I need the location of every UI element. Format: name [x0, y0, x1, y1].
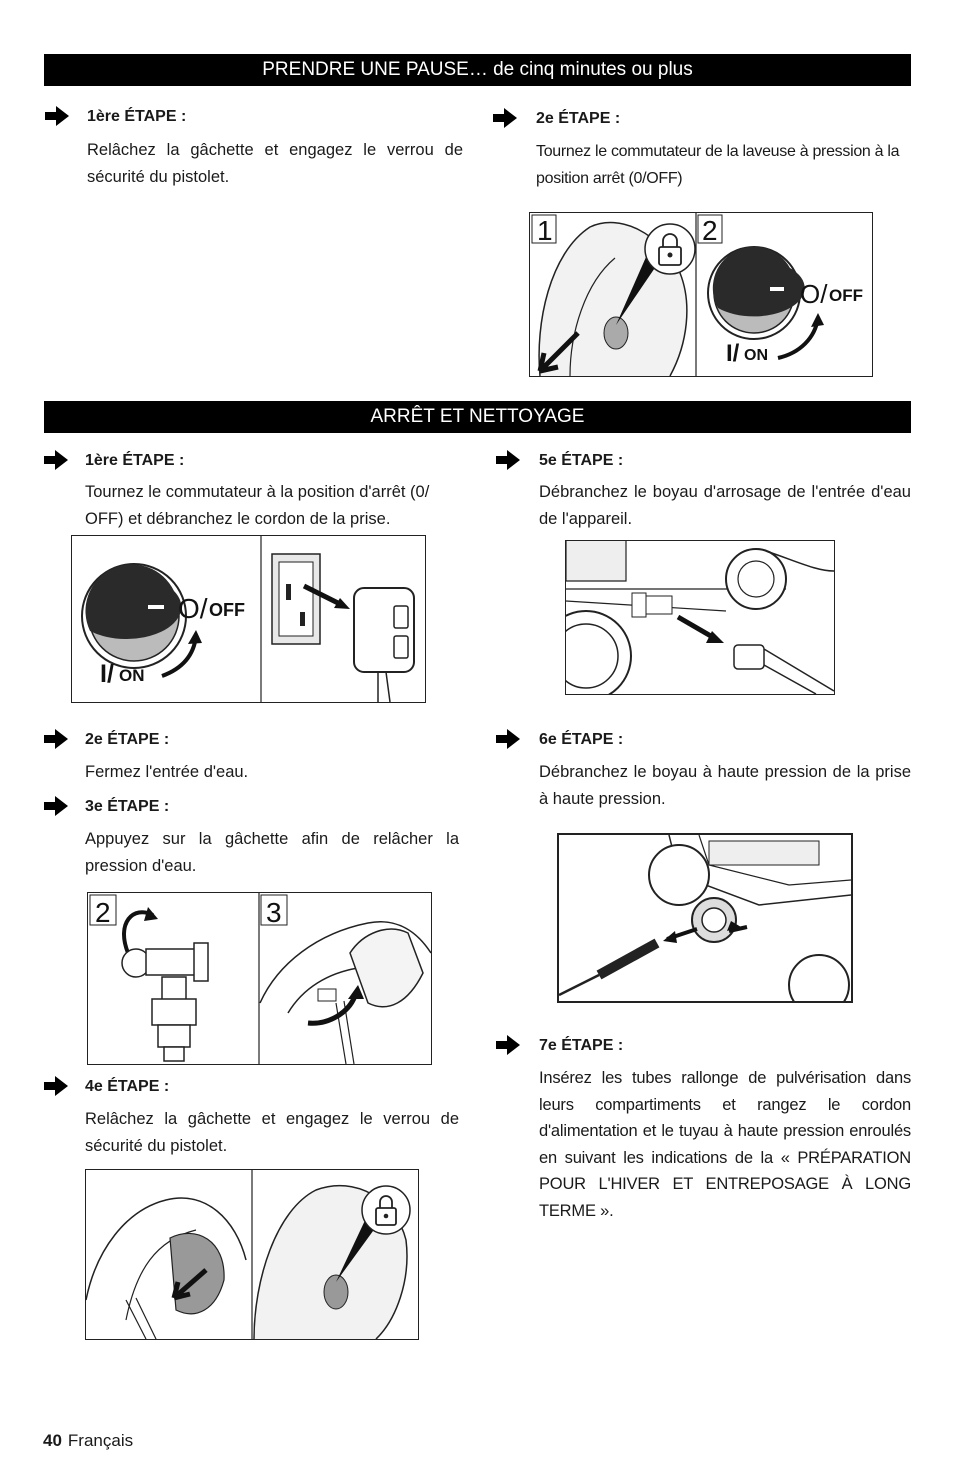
- stop-step-3-text: Appuyez sur la gâchette afin de relâcher la pression d'eau.: [85, 830, 459, 875]
- arrow-right-icon: [43, 795, 69, 817]
- figure-trigger-release-and-lock: [85, 1169, 419, 1340]
- step-label: 1ère ÉTAPE :: [85, 452, 185, 469]
- footer-language: Français: [67, 1431, 134, 1450]
- figure-valve-and-trigger: [87, 892, 432, 1065]
- stop-step-1-text: Tournez le commutateur à la position d'arrêt (0/ OFF) et débranchez le cordon de la prise.: [85, 483, 430, 528]
- stop-step-5-text: Débranchez le boyau d'arrosage de l'entrée d'eau de l'appareil.: [539, 483, 911, 528]
- arrow-right-icon: [43, 1075, 69, 1097]
- step-label: 7e ÉTAPE :: [539, 1037, 624, 1054]
- step-label: 5e ÉTAPE :: [539, 452, 624, 469]
- figure-garden-hose-disconnect: [565, 540, 835, 695]
- arrow-right-icon: [43, 728, 69, 750]
- svg-text:O/: O/: [178, 593, 208, 624]
- stop-step-7-text: Insérez les tubes rallonge de pulvérisation dans leurs compartiments et rangez le cordon d'alimentation et le tuyau à haute pression enroulés en suivant les indications de la « PRÉPARATION POUR L'HIVER ET ENTREPOSAGE À LONG TERME ».: [539, 1069, 911, 1220]
- lock-icon: [645, 224, 695, 274]
- figure-switch-and-plug: [71, 535, 426, 703]
- svg-text:O/: O/: [800, 279, 828, 309]
- step-label: 6e ÉTAPE :: [539, 731, 624, 748]
- section-title-stop: ARRÊT ET NETTOYAGE: [44, 401, 911, 433]
- stop-step-4-text: Relâchez la gâchette et engagez le verrou de sécurité du pistolet.: [85, 1110, 459, 1155]
- arrow-right-icon: [495, 728, 521, 750]
- arrow-right-icon: [44, 105, 70, 127]
- pause-step-2-text: Tournez le commutateur de la laveuse à pression à la position arrêt (0/OFF): [536, 143, 900, 187]
- figure-high-pressure-hose-disconnect: [557, 833, 853, 1003]
- figure-number: 1: [537, 215, 553, 246]
- arrow-right-icon: [492, 107, 518, 129]
- step-label: 2e ÉTAPE :: [85, 731, 170, 748]
- svg-text:2: 2: [95, 897, 111, 928]
- svg-text:ON: ON: [119, 666, 145, 685]
- arrow-right-icon: [43, 449, 69, 471]
- step-label: 2e ÉTAPE :: [536, 110, 621, 127]
- svg-text:I/: I/: [100, 660, 114, 688]
- figure-number: 2: [702, 215, 718, 246]
- page-footer: [43, 1431, 133, 1451]
- step-label: 4e ÉTAPE :: [85, 1078, 170, 1095]
- step-label: 3e ÉTAPE :: [85, 798, 170, 815]
- svg-text:OFF: OFF: [209, 600, 245, 620]
- section-title-pause: PRENDRE UNE PAUSE… de cinq minutes ou plus: [44, 54, 911, 86]
- step-label: 1ère ÉTAPE :: [87, 108, 187, 125]
- arrow-right-icon: [495, 449, 521, 471]
- on-label: ON: [744, 347, 768, 364]
- off-label: OFF: [829, 286, 863, 305]
- stop-step-2-text: Fermez l'entrée d'eau.: [85, 763, 249, 781]
- page-number: 40: [43, 1431, 62, 1450]
- svg-text:I/: I/: [726, 340, 740, 367]
- arrow-right-icon: [495, 1034, 521, 1056]
- figure-gun-lock-and-switch: [529, 212, 873, 377]
- stop-step-6-text: Débranchez le boyau à haute pression de la prise à haute pression.: [539, 763, 911, 808]
- pause-step-1-text: Relâchez la gâchette et engagez le verrou de sécurité du pistolet.: [87, 141, 463, 186]
- svg-text:3: 3: [266, 897, 282, 928]
- lock-icon: [362, 1186, 410, 1234]
